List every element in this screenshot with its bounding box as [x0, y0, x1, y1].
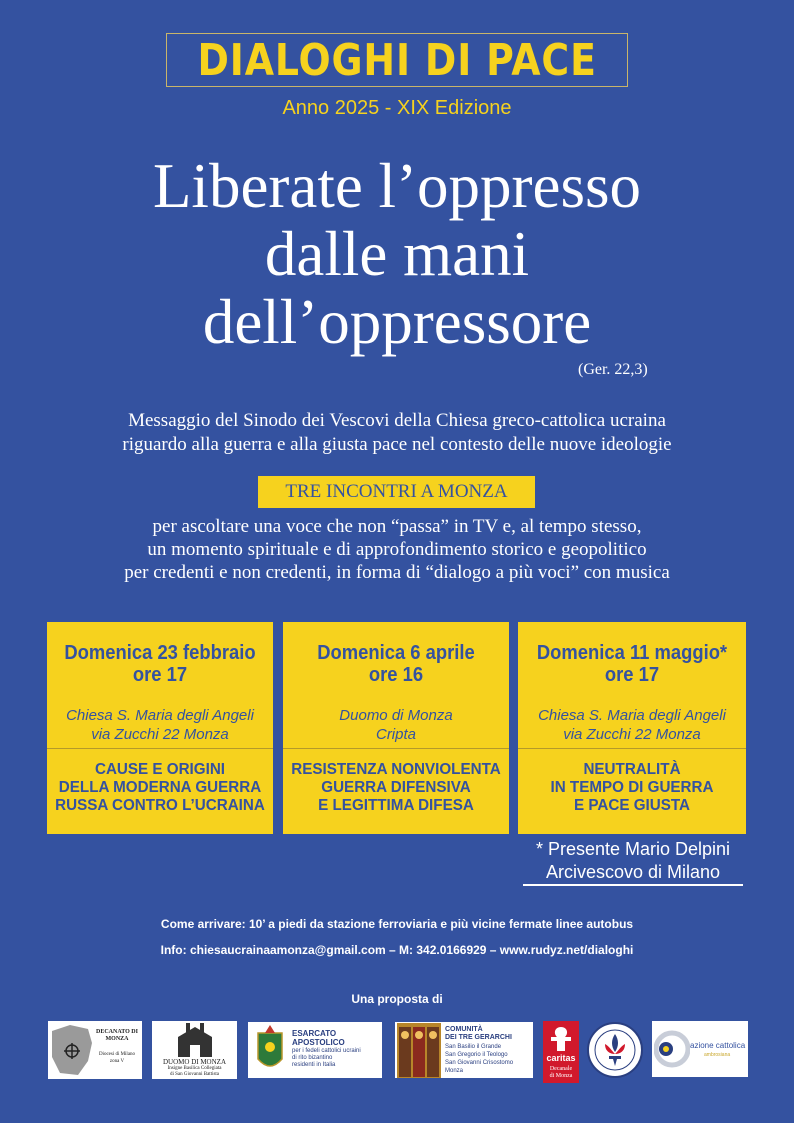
logo-subtext: di San Giovanni Battista: [169, 1072, 220, 1077]
card-divider: [283, 748, 509, 749]
contact-info: Info: chiesaucrainaamonza@gmail.com – M: 342.0166929 – www.rudyz.net/dialoghi: [160, 943, 634, 957]
headline-line-3: dell’oppressore: [202, 287, 592, 357]
comunita-logo: [394, 1021, 534, 1079]
purpose-line-3: per credenti e non credenti, in forma di “dialogo a più voci” con musica: [124, 562, 670, 583]
coat-of-arms-icon: [250, 1023, 290, 1079]
card-divider: [47, 748, 273, 749]
logo-subtext: Decanale: [549, 1066, 573, 1072]
logo-text: COMUNITÀ: [445, 1026, 483, 1033]
event-topic: [53, 761, 268, 815]
icon-painting-icon: [397, 1023, 441, 1079]
logo-subtext: San Gregorio il Teologo: [445, 1052, 508, 1058]
logo-subtext: di Monza: [549, 1073, 573, 1079]
directions-text: Come arrivare: 10’ a piedi da stazione ferroviaria e più vicine fermate linee autobus: [160, 917, 634, 931]
logo-text: DUOMO DI MONZA: [163, 1058, 226, 1066]
ac-monogram-icon: [654, 1029, 690, 1069]
event-date: [292, 642, 500, 686]
card-divider: [518, 748, 746, 749]
logo-subtext: per i fedeli cattolici ucraini: [292, 1048, 361, 1054]
logo-subtext: zona V: [109, 1059, 125, 1064]
title-box: [166, 33, 628, 87]
logo-subtext: ambrosiana: [704, 1052, 731, 1058]
topic-line-2: DELLA MODERNA GUERRA: [58, 779, 262, 796]
logo-text: azione cattolica: [690, 1041, 746, 1050]
note-line-1: * Presente Mario Delpini: [535, 839, 731, 859]
logo-subtext: San Basilio il Grande: [445, 1044, 502, 1050]
event-place: [47, 706, 273, 744]
event-address: via Zucchi 22 Monza: [91, 726, 229, 743]
message-line-2: riguardo alla guerra e alla giusta pace nel contesto delle nuove ideologie: [122, 434, 672, 455]
proposal-label: Una proposta di: [351, 992, 443, 1006]
event-venue: Chiesa S. Maria degli Angeli: [538, 707, 726, 724]
event-place: [283, 706, 509, 744]
logo-subtext: residenti in Italia: [292, 1062, 336, 1068]
logo-subtext: di rito bizantino: [292, 1055, 333, 1061]
topic-line-2: GUERRA DIFENSIVA: [321, 779, 471, 796]
event-card-3: [518, 622, 746, 834]
fleur-de-lis-icon: [587, 1020, 643, 1080]
headline-line-1: Liberate l’oppresso: [152, 151, 642, 221]
esarcato-logo: [247, 1021, 383, 1079]
logo-subtext: San Giovanni Crisostomo: [445, 1060, 514, 1066]
azione-cattolica-logo: [652, 1021, 748, 1077]
logo-subtext: Diocesi di Milano: [98, 1052, 136, 1057]
guest-note: [517, 838, 749, 884]
event-day: Domenica 11 maggio*: [536, 642, 728, 664]
logo-text: MONZA: [105, 1036, 129, 1042]
event-card-2: [283, 622, 509, 834]
event-date: [56, 642, 264, 686]
event-day: Domenica 6 aprile: [317, 642, 475, 664]
topic-line-1: RESISTENZA NONVIOLENTA: [291, 761, 501, 778]
topic-line-2: IN TEMPO DI GUERRA: [550, 779, 714, 796]
event-time: ore 17: [132, 664, 188, 686]
note-underline: [523, 884, 743, 886]
synod-message: [0, 409, 794, 457]
note-line-2: Arcivescovo di Milano: [545, 862, 721, 882]
logo-text: DEI TRE GERARCHI: [445, 1034, 512, 1041]
event-time: ore 17: [604, 664, 660, 686]
edition-subtitle: Anno 2025 - XIX Edizione: [282, 97, 512, 119]
event-time: ore 16: [368, 664, 424, 686]
topic-line-3: E LEGITTIMA DIFESA: [318, 797, 474, 814]
event-series-title: DIALOGHI DI PACE: [197, 34, 597, 86]
purpose-line-2: un momento spirituale e di approfondimento storico e geopolitico: [147, 539, 647, 560]
event-venue: Duomo di Monza: [339, 707, 453, 724]
cathedral-icon: [152, 1023, 237, 1059]
event-place: [518, 706, 746, 744]
logo-text: caritas: [546, 1053, 576, 1063]
logo-subtext: Monza: [445, 1068, 464, 1074]
topic-line-3: E PACE GIUSTA: [574, 797, 690, 814]
logo-subtext: Insigne Basilica Collegiata: [167, 1066, 222, 1071]
bible-reference: (Ger. 22,3): [578, 361, 648, 378]
event-day: Domenica 23 febbraio: [64, 642, 256, 664]
event-address: Cripta: [375, 726, 416, 743]
event-topic: [289, 761, 504, 815]
event-address: via Zucchi 22 Monza: [563, 726, 701, 743]
headline: [0, 152, 794, 356]
duomo-logo: [152, 1021, 237, 1079]
scout-logo: [587, 1020, 643, 1080]
purpose-text: [0, 515, 794, 584]
decanato-logo: [48, 1021, 142, 1079]
topic-line-3: RUSSA CONTRO L’UCRAINA: [55, 797, 265, 814]
logo-text: APOSTOLICO: [292, 1038, 345, 1047]
logo-text: DECANATO DI: [96, 1029, 138, 1035]
logo-text: ESARCATO: [292, 1029, 337, 1038]
headline-line-2: dalle mani: [264, 219, 530, 289]
message-line-1: Messaggio del Sinodo dei Vescovi della Chiesa greco-cattolica ucraina: [128, 410, 666, 431]
event-date: [527, 642, 737, 686]
event-topic: [524, 761, 741, 815]
purpose-line-1: per ascoltare una voce che non “passa” in TV e, al tempo stesso,: [152, 516, 642, 537]
cross-icon: [543, 1023, 579, 1053]
topic-line-1: NEUTRALITÀ: [583, 761, 681, 778]
event-venue: Chiesa S. Maria degli Angeli: [66, 707, 254, 724]
event-card-1: [47, 622, 273, 834]
caritas-logo: [543, 1021, 579, 1083]
topic-line-1: CAUSE E ORIGINI: [94, 761, 226, 778]
highlight-banner: TRE INCONTRI A MONZA: [258, 476, 535, 508]
